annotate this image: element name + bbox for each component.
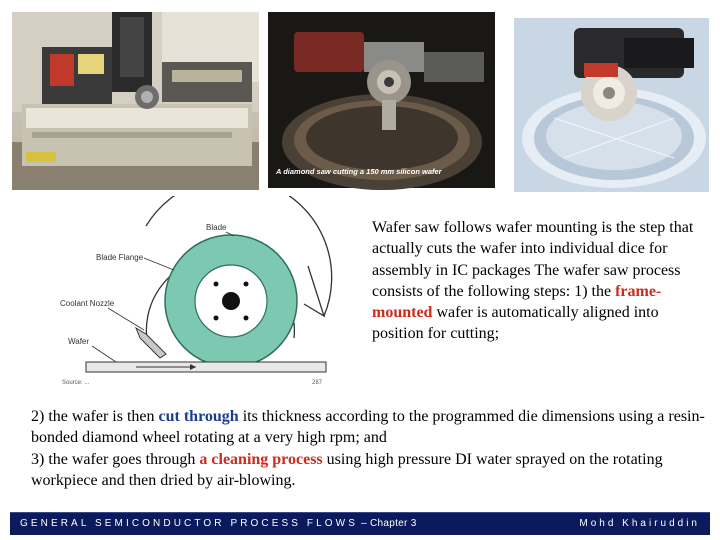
wafer-cutting-closeup-photo [514, 18, 709, 192]
figure-source: Source: ... [62, 380, 90, 386]
footer-bar [10, 512, 710, 535]
diamond-saw-cutting-photo [264, 12, 497, 190]
footer-chapter: – Chapter 3 [357, 518, 417, 529]
step2-text-after: its thickness according to the programmed die dimensions using a resin-bonded diamond wheel rotating at a very high rpm; and [31, 408, 705, 447]
figure-number: 287 [312, 380, 323, 386]
wafer-saw-diagram [56, 196, 350, 392]
label-coolant-nozzle: Coolant Nozzle [60, 299, 115, 308]
label-blade-flange: Blade Flange [96, 253, 144, 262]
intro-text-before: Wafer saw follows wafer mounting is the step that actually cuts the wafer into individual dice for assembly in IC packages The wafer saw process consists of the following steps: 1) the [372, 219, 694, 300]
label-wafer: Wafer [68, 337, 90, 346]
label-blade: Blade [206, 223, 227, 232]
frame-mounted-highlight: frame-mounted [372, 282, 662, 322]
wafer-saw-machine-photo [12, 12, 259, 190]
cut-through-highlight: cut through [158, 408, 239, 425]
steps-paragraph [31, 406, 711, 491]
cleaning-process-highlight: a cleaning process [199, 450, 323, 468]
footer-course-title [20, 518, 417, 529]
saw-photo-caption: A diamond saw cutting a 150 mm silicon wafer [276, 167, 442, 176]
intro-paragraph [372, 217, 712, 345]
step2-text-before: 2) the wafer is then [31, 408, 159, 425]
step3-text-before: 3) the wafer goes through [31, 450, 200, 468]
footer-course: GENERAL SEMICONDUCTOR PROCESS FLOWS [20, 518, 358, 529]
step3-text-after: using high pressure DI water sprayed on the rotating workpiece and then dried by air-blowing. [31, 450, 663, 489]
intro-text-after: wafer is automatically aligned into position for cutting; [372, 304, 659, 343]
footer-author: Mohd Khairuddin [579, 518, 700, 529]
